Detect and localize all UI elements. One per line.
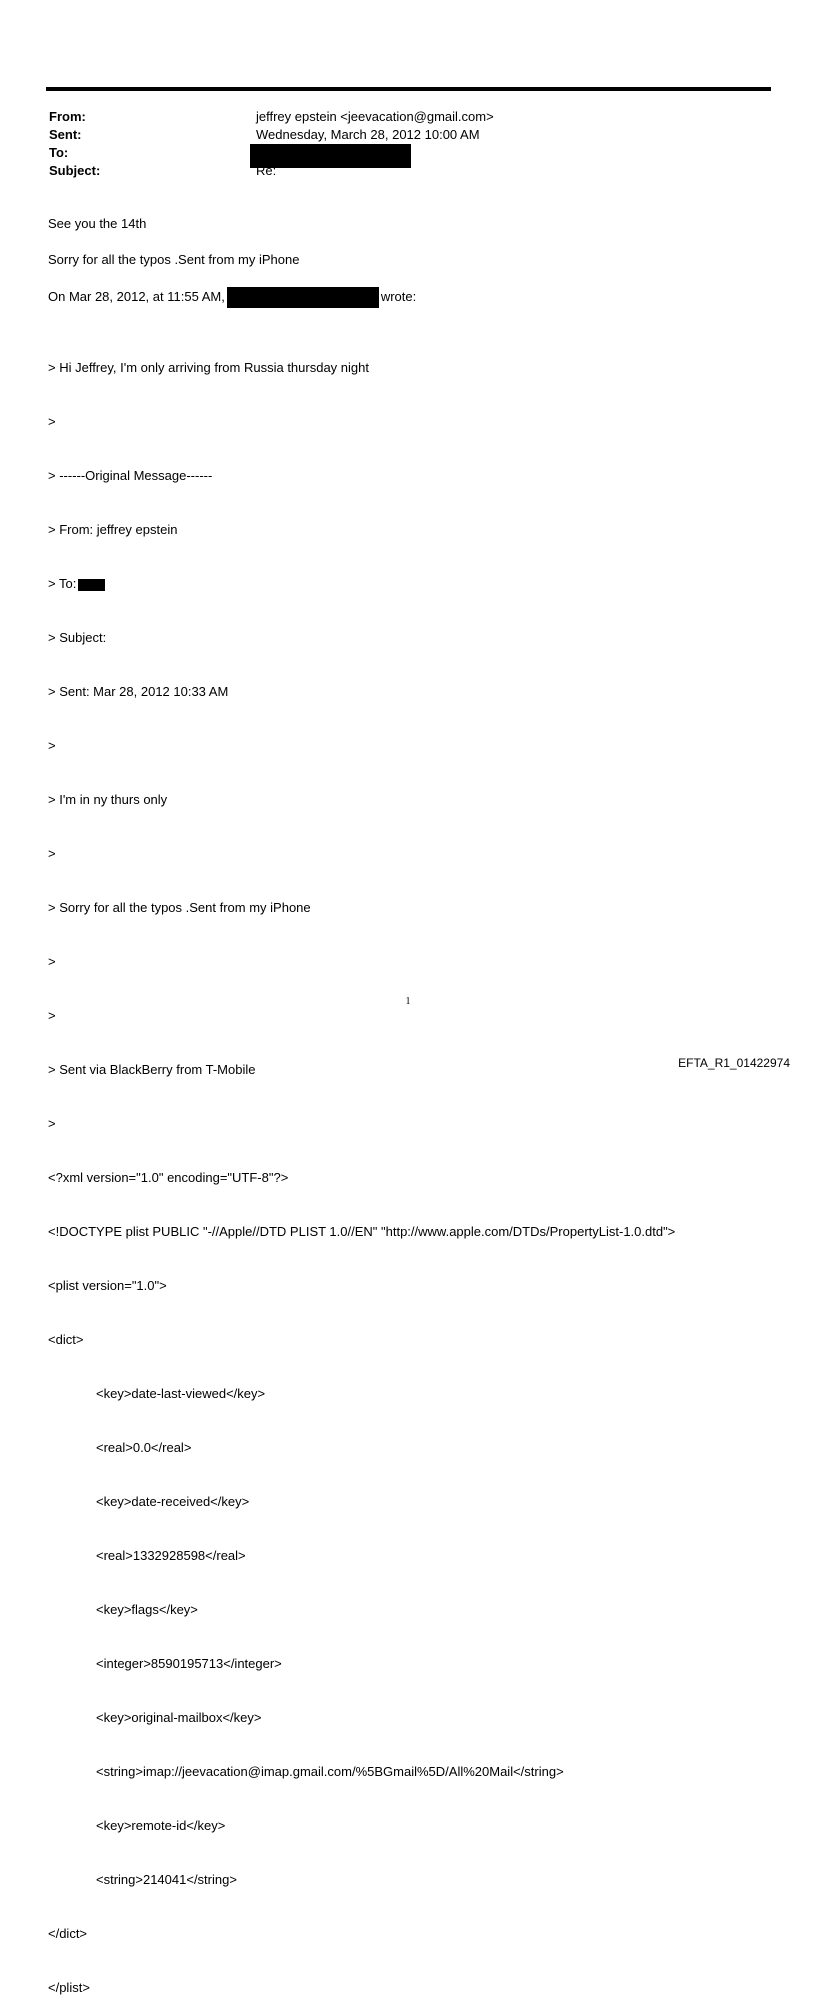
quoted-line: >: [48, 846, 56, 861]
quoted-line: >: [48, 738, 56, 753]
sent-value: Wednesday, March 28, 2012 10:00 AM: [256, 127, 480, 142]
subject-value: Re:: [256, 163, 277, 178]
quoted-to-label: > To:: [48, 576, 77, 591]
quoted-line: >: [48, 1116, 56, 1131]
page-number: 1: [405, 996, 411, 1007]
quoted-line: > From: jeffrey epstein: [48, 522, 178, 537]
subject-label: Subject:: [49, 163, 101, 178]
wrote-suffix: wrote:: [380, 288, 417, 304]
quoted-line: >: [48, 954, 56, 969]
plist-line: <plist version="1.0">: [48, 1278, 167, 1293]
plist-line: <real>0.0</real>: [96, 1440, 192, 1455]
bates-number: EFTA_R1_01422974: [678, 1056, 790, 1070]
from-value: jeffrey epstein <jeevacation@gmail.com>: [256, 109, 494, 124]
plist-line: <key>remote-id</key>: [96, 1818, 226, 1833]
quoted-line: > Sent: Mar 28, 2012 10:33 AM: [48, 684, 229, 699]
plist-line: <integer>8590195713</integer>: [96, 1656, 282, 1671]
plist-line: <string>214041</string>: [96, 1872, 237, 1887]
quoted-line: > I'm in ny thurs only: [48, 792, 168, 807]
plist-line: </plist>: [48, 1980, 90, 1995]
from-label: From:: [49, 109, 86, 124]
to-row: [49, 144, 749, 162]
plist-line: <string>imap://jeevacation@imap.gmail.com/%5BGmail%5D/All%20Mail</string>: [96, 1764, 564, 1779]
quoted-line: > Hi Jeffrey, I'm only arriving from Russia thursday night: [48, 360, 369, 375]
quoted-line: > ------Original Message------: [48, 468, 213, 483]
to-label: To:: [49, 145, 69, 160]
wrote-prefix: On Mar 28, 2012, at 11:55 AM,: [48, 288, 225, 304]
subject-row: [49, 162, 749, 180]
plist-line: <key>date-last-viewed</key>: [96, 1386, 266, 1401]
plist-line: </dict>: [48, 1926, 88, 1941]
quoted-line: > Sorry for all the typos .Sent from my iPhone: [48, 900, 311, 915]
quoted-line: >: [48, 414, 56, 429]
quoted-line: >: [48, 1008, 56, 1023]
quoted-to-redaction: [78, 579, 105, 591]
quoted-line: > Subject:: [48, 630, 107, 645]
quoted-line: > Sent via BlackBerry from T-Mobile: [48, 1062, 256, 1077]
plist-line: <?xml version="1.0" encoding="UTF-8"?>: [48, 1170, 289, 1185]
wrote-line: [48, 287, 416, 308]
quoted-message: [48, 323, 675, 2015]
header-rule: [46, 87, 771, 91]
plist-line: <real>1332928598</real>: [96, 1548, 246, 1563]
sent-row: [49, 126, 749, 144]
reply-signature: Sorry for all the typos .Sent from my iPhone: [48, 252, 300, 267]
email-header: [49, 108, 749, 180]
reply-line-1: See you the 14th: [48, 216, 147, 231]
plist-line: <key>original-mailbox</key>: [96, 1710, 262, 1725]
sender-redaction: [227, 287, 379, 308]
plist-line: <dict>: [48, 1332, 84, 1347]
from-row: [49, 108, 749, 126]
quoted-to-line: [48, 575, 675, 593]
sent-label: Sent:: [49, 127, 82, 142]
plist-line: <!DOCTYPE plist PUBLIC "-//Apple//DTD PLIST 1.0//EN" "http://www.apple.com/DTDs/PropertyList-1.0.dtd">: [48, 1224, 676, 1239]
plist-line: <key>flags</key>: [96, 1602, 198, 1617]
plist-line: <key>date-received</key>: [96, 1494, 250, 1509]
